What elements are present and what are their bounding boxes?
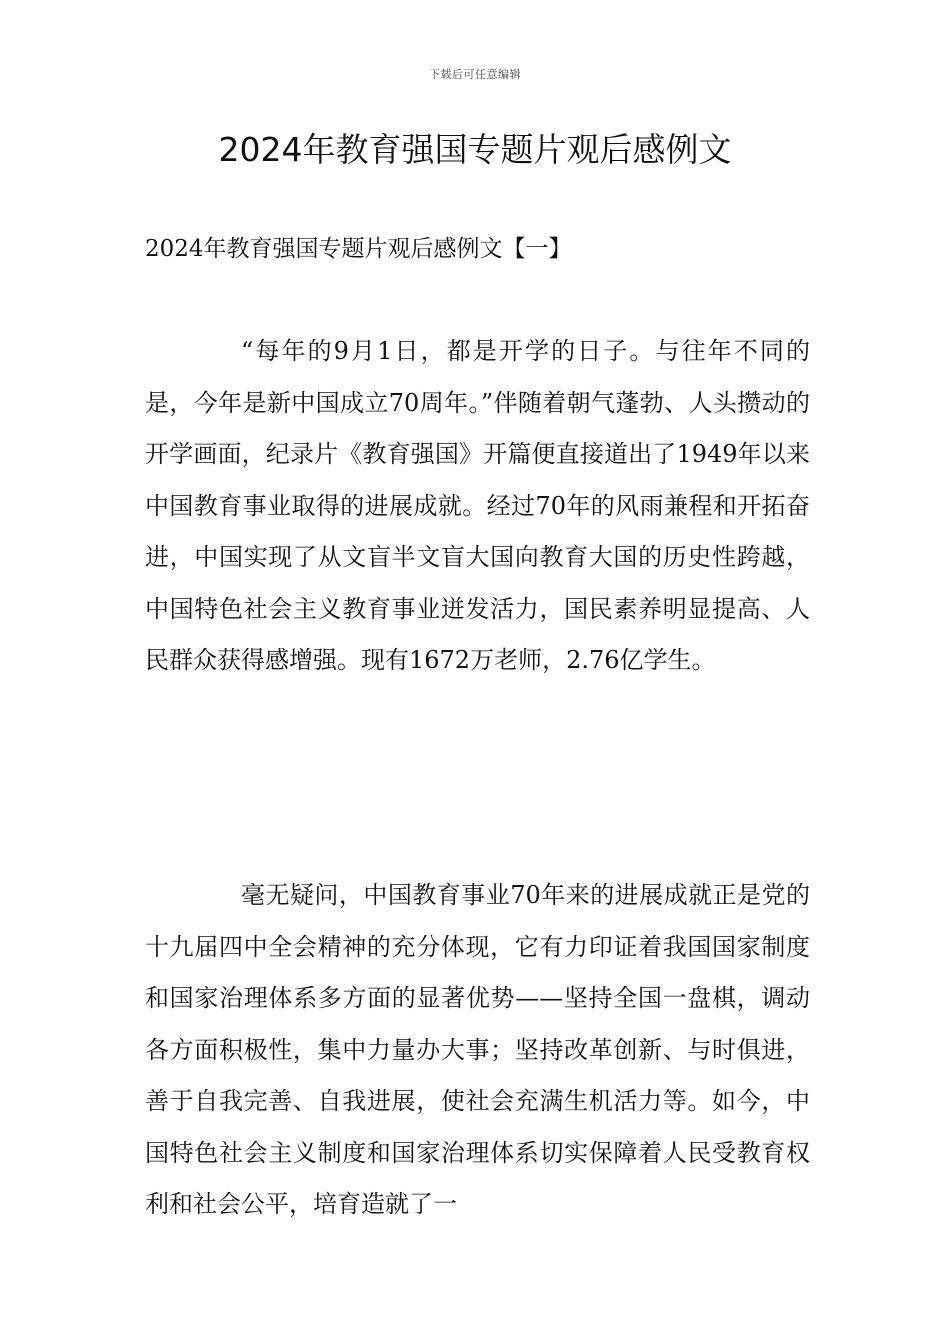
paragraph-2: 毫无疑问，中国教育事业70年来的进展成就正是党的十九届四中全会精神的充分体现，它有力印证着我国国家制度和国家治理体系多方面的显著优势——坚持全国一盘棋，调动各方面积极性，集中力量办大事；坚持改革创新、与时俱进，善于自我完善、自我进展，使社会充满生机活力等。如今，中国特色社会主义制度和国家治理体系切实保障着人民受教育权利和社会公平，培育造就了一	[145, 881, 810, 1218]
paragraph-1: “每年的9月1日，都是开学的日子。与往年不同的是，今年是新中国成立70周年。”伴随着朝气蓬勃、人头攒动的开学画面，纪录片《教育强国》开篇便直接道出了1949年以来中国教育事业取得的进展成就。经过70年的风雨兼程和开拓奋进，中国实现了从文盲半文盲大国向教育大国的历史性跨越，中国特色社会主义教育事业迸发活力，国民素养明显提高、人民群众获得感增强。现有1672万老师，2.76亿学生。	[145, 337, 810, 674]
section-heading: 2024年教育强国专题片观后感例文【一】	[145, 236, 572, 262]
document-title: 2024年教育强国专题片观后感例文	[218, 130, 732, 169]
header-note: 下载后可任意编辑	[429, 68, 521, 81]
